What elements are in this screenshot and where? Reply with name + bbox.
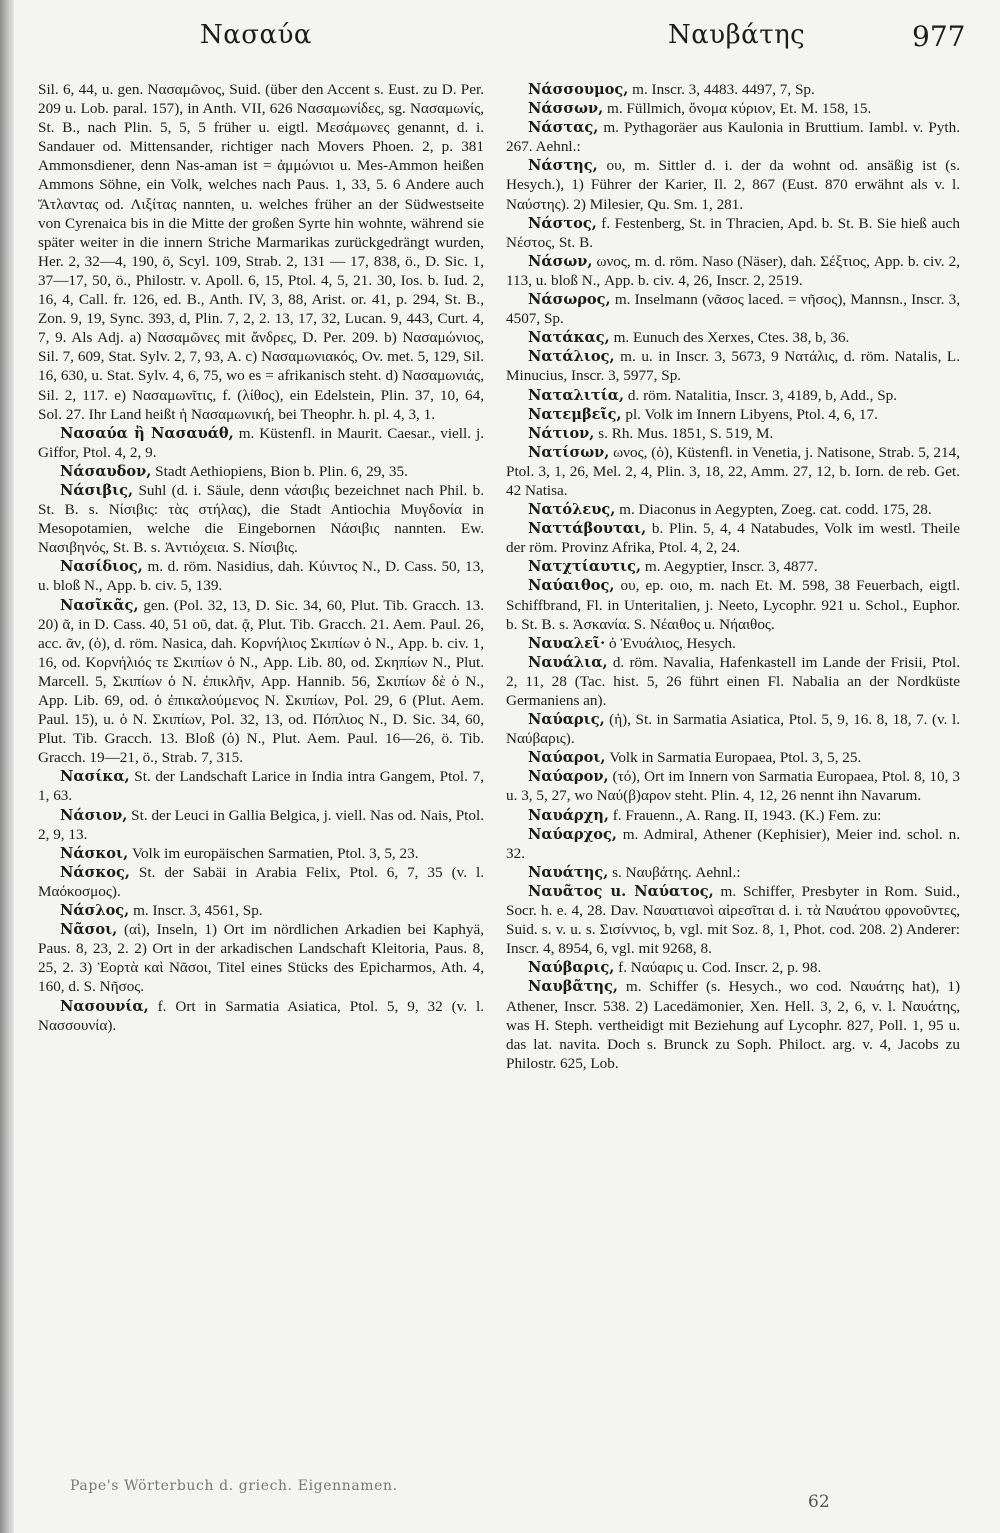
entry-text: m. Diaconus in Aegypten, Zoeg. cat. codd. 175, 28. [615, 501, 932, 519]
entry-text: m. Schiffer (s. Hesych., wo cod. Ναυάτης hat), 1) Athener, Inscr. 538. 2) Lacedämonier, Xen. Hell. 3, 2, 6, v. l. Ναυάτης, was H. Steph. vertheidigt mit Beziehung auf Lycophr. 827, Poll. 1, 95 u. das lat. navita. Doch s. Brunck zu Soph. Philoct. arg. v. 4, Jacobs zu Philostr. 625, Lob. [506, 978, 960, 1072]
entry-lemma: Ναύαρον, [528, 768, 609, 786]
entry-text: (αἱ), Inseln, 1) Ort im nördlichen Arkadien bei Kaphyä, Paus. 8, 23, 2. 2) Ort in der arkadischen Landschaft Kleitoria, Paus. 8, 25, 2. 3) Ἑορτὰ καὶ Νᾶσοι, Titel eines Stücks des Epicharmos, Ath. 4, 160, d. S. Νῆσος. [38, 921, 484, 996]
entry-lemma: Νάσκος, [60, 863, 130, 881]
entry-text: f. Frauenn., A. Rang. II, 1943. (K.) Fem. zu: [608, 806, 882, 824]
dictionary-entry [506, 748, 960, 767]
entry-lemma: Νατόλευς, [528, 501, 616, 519]
dictionary-entry [38, 863, 484, 901]
entry-text: f. Ort in Sarmatia Asiatica, Ptol. 5, 9, 32 (v. l. Νασσουνία). [38, 997, 484, 1034]
dictionary-entry [506, 882, 960, 958]
dictionary-entry [506, 500, 960, 519]
dictionary-entry [506, 386, 960, 405]
entry-text: m. Admiral, Athener (Kephisier), Meier ind. schol. n. 32. [506, 825, 960, 862]
dictionary-entry [506, 767, 960, 805]
dictionary-entry [506, 863, 960, 882]
entry-text: f. Ναύαρις u. Cod. Inscr. 2, p. 98. [614, 959, 822, 977]
signature-mark: 62 [808, 1492, 830, 1512]
entry-lemma: Ναύαρις, [528, 711, 605, 729]
dictionary-entry [506, 405, 960, 424]
entry-lemma: Νάσων, [528, 252, 593, 270]
entry-text: ὁ Ἐνυάλιος, Hesych. [605, 634, 736, 652]
entry-lemma: Νασαύα ἢ Νασαυάθ, [60, 424, 234, 442]
entry-lemma: Νάσωρος, [528, 291, 611, 309]
entry-lemma: Ναύαροι, [528, 749, 606, 767]
dictionary-entry [38, 806, 484, 844]
entry-text: Volk in Sarmatia Europaea, Ptol. 3, 5, 25. [605, 749, 862, 767]
entry-text: m. Füllmich, ὄνομα κύριον, Et. M. 158, 15. [603, 100, 872, 118]
entry-lemma: Νάσιβις, [60, 481, 134, 499]
entry-lemma: Νατάκας, [528, 329, 610, 347]
volume-footnote: Pape's Wörterbuch d. griech. Eigennamen. [70, 1478, 398, 1494]
entry-lemma: Νάσλος, [60, 902, 130, 920]
entry-text: ωνος, (ὁ), Küstenfl. in Venetia, j. Natisone, Strab. 5, 214, Ptol. 3, 1, 26, Mel. 2, 4, Plin. 3, 18, 22, Amm. 27, 12, b. Iorn. de reb. Get. 42 Natisa. [506, 443, 960, 499]
left-running-headword: Νασαύα [200, 20, 312, 50]
dictionary-entry [506, 576, 960, 633]
entry-text: Sil. 6, 44, u. gen. Νασαμῶνος, Suid. (über den Accent s. Eust. zu D. Per. 209 u. Lob. paral. 157), in Anth. VII, 626 Νασαμωνίδες, sg. Νασαμωνίς, St. B., nach Plin. 5, 5, 5 früher u. eigtl. Μεσάμωνες genannt, d. i. Sandauer od. Mittensander, richtiger nach Movers Phoen. 2, p. 381 Ammonsdiener, denn Nas-aman ist = ἀμμώνιοι u. Mes-Ammon heißen Ammons Söhne, ein Volk, welches nach Paus. 1, 33, 5. 6 Andere auch Ἄτλαντας od. Λιξίτας nannten, u. welches früher an der Südwestseite von Cyrenaica bis in die Mitte der großen Syrte hin wohnte, während sie später weiter in die innern Striche Marmarikas zurückgedrängt wurden, Her. 2, 32—4, 190, ö, Scyl. 109, Strab. 2, 131 — 17, 838, ö., D. Sic. 1, 37—17, 50, ö., Philostr. v. Apoll. 6, 15, Ptol. 4, 5, 21. 30, Ios. b. Iud. 2, 16, 4, Call. fr. 126, ed. B., Anth. IV, 3, 88, Arist. or. 41, p. 294, St. B., Zon. 9, 19, Sync. 393, d, Plin. 7, 2, 2. 13, 17, 32, Lucan. 9, 443, Curt. 4, 7, 9. Als Adj. a) Νασαμῶνες mit ἄνδρες, D. Per. 209. b) Νασαμώνιος, Sil. 7, 609, Stat. Sylv. 2, 7, 93, A. c) Νασαμωνιακός, Ov. met. 5, 129, Sil. 16, 630, u. Stat. Sylv. 4, 6, 75, wo es = afrikanisch steht. d) Νασαμωνιάς, Sil. 2, 117. e) Νασαμωνῖτις, f. (λίθος), ein Edelstein, Plin. 37, 10, 64, Sol. 27. Ihr Land heißt ἡ Νασαμωνική, bei Theophr. h. pl. 4, 3, 1. [38, 81, 484, 423]
entry-lemma: Νάστης, [528, 157, 598, 175]
entry-text: ου, ep. οιο, m. nach Et. M. 598, 38 Feuerbach, eigtl. Schiffbrand, Fl. in Unteritalien, j. Neeto, Lycophr. 921 u. Schol., Euphor. b. St. B. s. Ἀσκανία. S. Νέαιθος u. Νήαιθος. [506, 577, 960, 633]
dictionary-entry [506, 347, 960, 385]
entry-lemma: Νάστας, [528, 119, 599, 137]
dictionary-entry [506, 710, 960, 748]
entry-lemma: Νάσιον, [60, 806, 128, 824]
dictionary-entry [506, 214, 960, 252]
right-column [506, 80, 960, 1073]
entry-text: ου, m. Sittler d. i. der da wohnt od. ansäßig ist (s. Hesych.), 1) Führer der Karier, Il. 2, 867 (Eust. 870 erwähnt als v. l. Ναύστης). 2) Milesier, Qu. Sm. 1, 281. [506, 157, 960, 213]
dictionary-entry [506, 557, 960, 576]
entry-text: m. Inscr. 3, 4483. 4497, 7, Sp. [628, 81, 815, 98]
entry-lemma: Νάσαυδον, [60, 462, 152, 480]
dictionary-entry [506, 99, 960, 118]
entry-lemma: Ναττάβουται, [528, 520, 647, 538]
dictionary-entry [506, 806, 960, 825]
entry-text: (τό), Ort im Innern von Sarmatia Europaea, Ptol. 8, 10, 3 u. 3, 5, 27, wo Ναύ(β)αρον steht. Plin. 4, 12, 26 nennt ihn Navarum. [506, 768, 960, 805]
dictionary-entry [38, 596, 484, 768]
dictionary-entry [506, 424, 960, 443]
dictionary-entry [506, 252, 960, 290]
dictionary-entry [38, 997, 484, 1035]
entry-lemma: Νάτιον, [528, 424, 595, 442]
left-column [38, 80, 484, 1035]
entry-lemma: Ναυάρχη, [528, 806, 609, 824]
entry-text: m. Eunuch des Xerxes, Ctes. 38, b, 36. [609, 329, 850, 347]
entry-text: m. Inscr. 3, 4561, Sp. [129, 902, 263, 920]
entry-lemma: Ναυᾶτος u. Ναύατος, [528, 882, 714, 900]
dictionary-entry [38, 462, 484, 481]
entry-lemma: Νατεμβεῖς, [528, 405, 622, 423]
entry-lemma: Ναυαλεῖ· [528, 634, 606, 652]
entry-text: b. Plin. 5, 4, 4 Natabudes, Volk im westl. Theile der röm. Provinz Afrika, Ptol. 4, 2, 24. [506, 520, 960, 557]
dictionary-entry [506, 80, 960, 99]
page-binding-shadow [0, 0, 14, 1533]
dictionary-entry [506, 290, 960, 328]
entry-lemma: Νατάλιος, [528, 348, 615, 366]
entry-lemma: Νάσσων, [528, 100, 604, 118]
dictionary-entry [506, 825, 960, 863]
entry-text: m. Aegyptier, Inscr. 3, 4877. [641, 558, 818, 576]
entry-lemma: Ναύβαρις, [528, 959, 615, 977]
dictionary-entry [506, 653, 960, 710]
page-number: 977 [912, 20, 966, 53]
entry-lemma: Νατχτίαυτις, [528, 558, 642, 576]
entry-text: gen. (Pol. 32, 13, D. Sic. 34, 60, Plut. Tib. Gracch. 13. 20) ᾶ, in D. Cass. 40, 51 οῦ, dat. ᾷ, Plut. Tib. Gracch. 21. Aem. Paul. 26, acc. ᾶν, (ὁ), d. röm. Nasica, dah. Κορνήλιος Σκιπίων ὁ Ν., App. b. civ. 1, 16, od. Κορνήλιός τε Σκιπίων ὁ Ν., App. Lib. 80, od. Σκηπίων Ν., Plut. Marcell. 5, Σκιπίων ὁ Ν. ἐπικλῆν, App. Hannib. 56, Σκιπίων δὲ ὁ Ν., App. Lib. 69, od. ὁ ἐπικαλούμενος Ν. Σκιπίων, Pol. 29, 6 (Plut. Aem. Paul. 15), u. ὁ Ν. Σκιπίων, Pol. 32, 13, od. Πόπλιος Ν., D. Sic. 34, 60, Plut. Tib. Gracch. 13. Bloß (ὁ) Ν., Plut. Aem. Paul. 16—26, ö. Tib. Gracch. 19—21, ö., Strab. 7, 315. [38, 596, 484, 767]
dictionary-entry [38, 557, 484, 595]
entry-text: St. der Sabäi in Arabia Felix, Ptol. 6, 7, 35 (v. l. Μαόκοσμος). [38, 863, 484, 900]
entry-text: d. röm. Navalia, Hafenkastell im Lande der Frisii, Ptol. 2, 11, 28 (Tac. hist. 5, 26 führt einen Fl. Nabalia an der Nordküste Germaniens an). [506, 653, 960, 709]
entry-text: f. Festenberg, St. in Thracien, Apd. b. St. B. Sie hieß auch Νέστος, St. B. [506, 214, 960, 251]
dictionary-entry [506, 958, 960, 977]
entry-text: m. Küstenfl. in Maurit. Caesar., viell. j. Giffor, Ptol. 4, 2, 9. [38, 424, 484, 461]
entry-text: m. Schiffer, Presbyter in Rom. Suid., Socr. h. e. 4, 28. Dav. Ναυατιανοὶ αἱρεσῖται d. i. τὰ Ναυάτου φρονοῦντες, Suid. s. v. u. s. Σισίννιος, b, vgl. mit Soz. 8, 1, Phot. cod. 208. 2) Anderer: Inscr. 4, 8954, 6, vgl. mit 9268, 8. [506, 882, 960, 958]
dictionary-entry [506, 977, 960, 1072]
entry-text: m. Pythagoräer aus Kaulonia in Bruttium. Iambl. v. Pyth. 267. Aehnl.: [506, 119, 960, 156]
entry-lemma: Νασουνία, [60, 997, 149, 1015]
entry-text: St. der Landschaft Larice in India intra Gangem, Ptol. 7, 1, 63. [38, 768, 484, 805]
entry-text: m. Inselmann (νᾶσος laced. = νῆσος), Mannsn., Inscr. 3, 4507, Sp. [506, 291, 960, 328]
entry-lemma: Νάσκοι, [60, 844, 129, 862]
entry-text: m. u. in Inscr. 3, 5673, 9 Νατάλις, d. röm. Natalis, L. Minucius, Inscr. 3, 5977, Sp. [506, 348, 960, 385]
entry-text: Volk im europäischen Sarmatien, Ptol. 3, 5, 23. [128, 844, 419, 862]
entry-lemma: Ναταλιτία, [528, 386, 625, 404]
dictionary-entry [38, 767, 484, 805]
entry-lemma: Νασίκα, [60, 768, 130, 786]
entry-text: Stadt Aethiopiens, Bion b. Plin. 6, 29, 35. [151, 462, 408, 480]
entry-lemma: Ναυάλια, [528, 653, 608, 671]
dictionary-entry [506, 328, 960, 347]
dictionary-entry [38, 481, 484, 557]
dictionary-entry [38, 901, 484, 920]
entry-text: s. Rh. Mus. 1851, S. 519, M. [594, 424, 774, 442]
entry-lemma: Νάσσουμος, [528, 81, 629, 98]
dictionary-entry [506, 156, 960, 213]
entry-lemma: Νᾶσοι, [60, 921, 118, 939]
entry-text: m. d. röm. Nasidius, dah. Κύιντος Ν., D. Cass. 50, 13, u. bloß Ν., App. b. civ. 5, 139. [38, 558, 484, 595]
dictionary-entry [506, 634, 960, 653]
page-header [0, 20, 1000, 60]
dictionary-entry [38, 920, 484, 996]
entry-lemma: Νατίσων, [528, 443, 610, 461]
entry-text: (ἡ), St. in Sarmatia Asiatica, Ptol. 5, 9, 16. 8, 18, 7. (v. l. Ναύβαρις). [506, 711, 960, 748]
dictionary-entry [38, 844, 484, 863]
entry-lemma: Νασίδιος, [60, 558, 143, 576]
dictionary-entry [38, 80, 484, 424]
entry-text: d. röm. Natalitia, Inscr. 3, 4189, b, Add., Sp. [624, 386, 898, 404]
entry-lemma: Νασῖκᾶς, [60, 596, 139, 614]
entry-lemma: Ναύαρχος, [528, 825, 617, 843]
dictionary-entry [506, 519, 960, 557]
entry-lemma: Ναύαιθος, [528, 577, 615, 595]
entry-text: pl. Volk im Innern Libyens, Ptol. 4, 6, 17. [621, 405, 878, 423]
entry-lemma: Νάστος, [528, 214, 597, 232]
entry-text: Suhl (d. i. Säule, denn νάσιβις bezeichnet nach Phil. b. St. B. s. Νίσιβις: τὰς στήλας), die Stadt Antiochia Μυγδονία in Mesopotamien, welche die Eingebornen Νάσιβις nannten. Ew. Νασιβηνός, St. B. s. Ἀντιόχεια. S. Νίσιβις. [38, 481, 484, 557]
entry-text: ωνος, m. d. röm. Naso (Näser), dah. Σέξτιος, App. b. civ. 2, 113, u. bloß Ν., App. b. civ. 4, 26, Inscr. 2, 2519. [506, 252, 960, 289]
dictionary-entry [506, 118, 960, 156]
entry-text: s. Ναυβάτης. Aehnl.: [608, 863, 741, 881]
entry-lemma: Ναυάτης, [528, 863, 609, 881]
right-running-headword: Ναυβάτης [668, 20, 806, 50]
dictionary-entry [38, 424, 484, 462]
entry-text: St. der Leuci in Gallia Belgica, j. viell. Nas od. Nais, Ptol. 2, 9, 13. [38, 806, 484, 843]
entry-lemma: Ναυβᾶτης, [528, 978, 619, 996]
dictionary-entry [506, 443, 960, 500]
